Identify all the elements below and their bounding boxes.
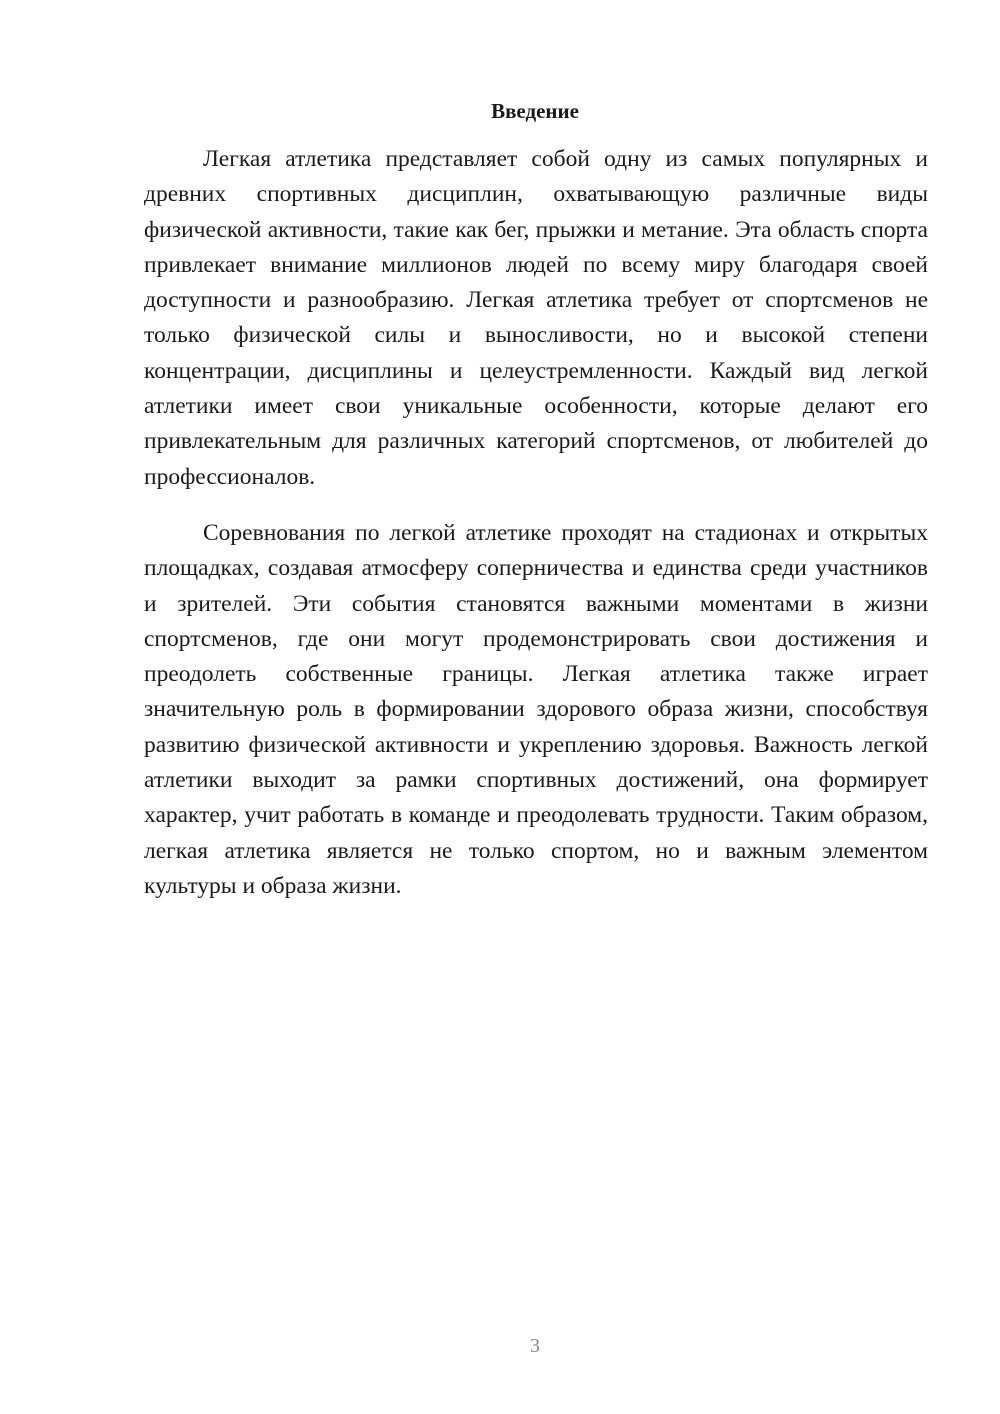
section-heading: Введение xyxy=(491,99,579,123)
page-number: 3 xyxy=(530,1335,540,1357)
paragraph-2: Соревнования по легкой атлетике проходят на стадионах и открытых площадках, создавая атмосферу соперничества и единства среди участников и зрителей. Эти события становятся важными моментами в жизни спортсменов, где они могут продемонстрировать свои достижения и преодолеть собственные границы. Легкая атлетика также играет значительную роль в формировании здорового образа жизни, способствуя развитию физической активности и укреплению здоровья. Важность легкой атлетики выходит за рамки спортивных достижений, она формирует характер, учит работать в команде и преодолевать трудности. Таким образом, легкая атлетика является не только спортом, но и важным элементом культуры и образа жизни. xyxy=(144,519,928,899)
paragraph-1: Легкая атлетика представляет собой одну из самых популярных и древних спортивных дисциплин, охватывающую различные виды физической активности, такие как бег, прыжки и метание. Эта область спорта привлекает внимание миллионов людей по всему миру благодаря своей доступности и разнообразию. Легкая атлетика требует от спортсменов не только физической силы и выносливости, но и высокой степени концентрации, дисциплины и целеустремленности. Каждый вид легкой атлетики имеет свои уникальные особенности, которые делают его привлекательным для различных категорий спортсменов, от любителей до профессионалов. xyxy=(144,146,928,490)
body-text xyxy=(144,142,928,904)
